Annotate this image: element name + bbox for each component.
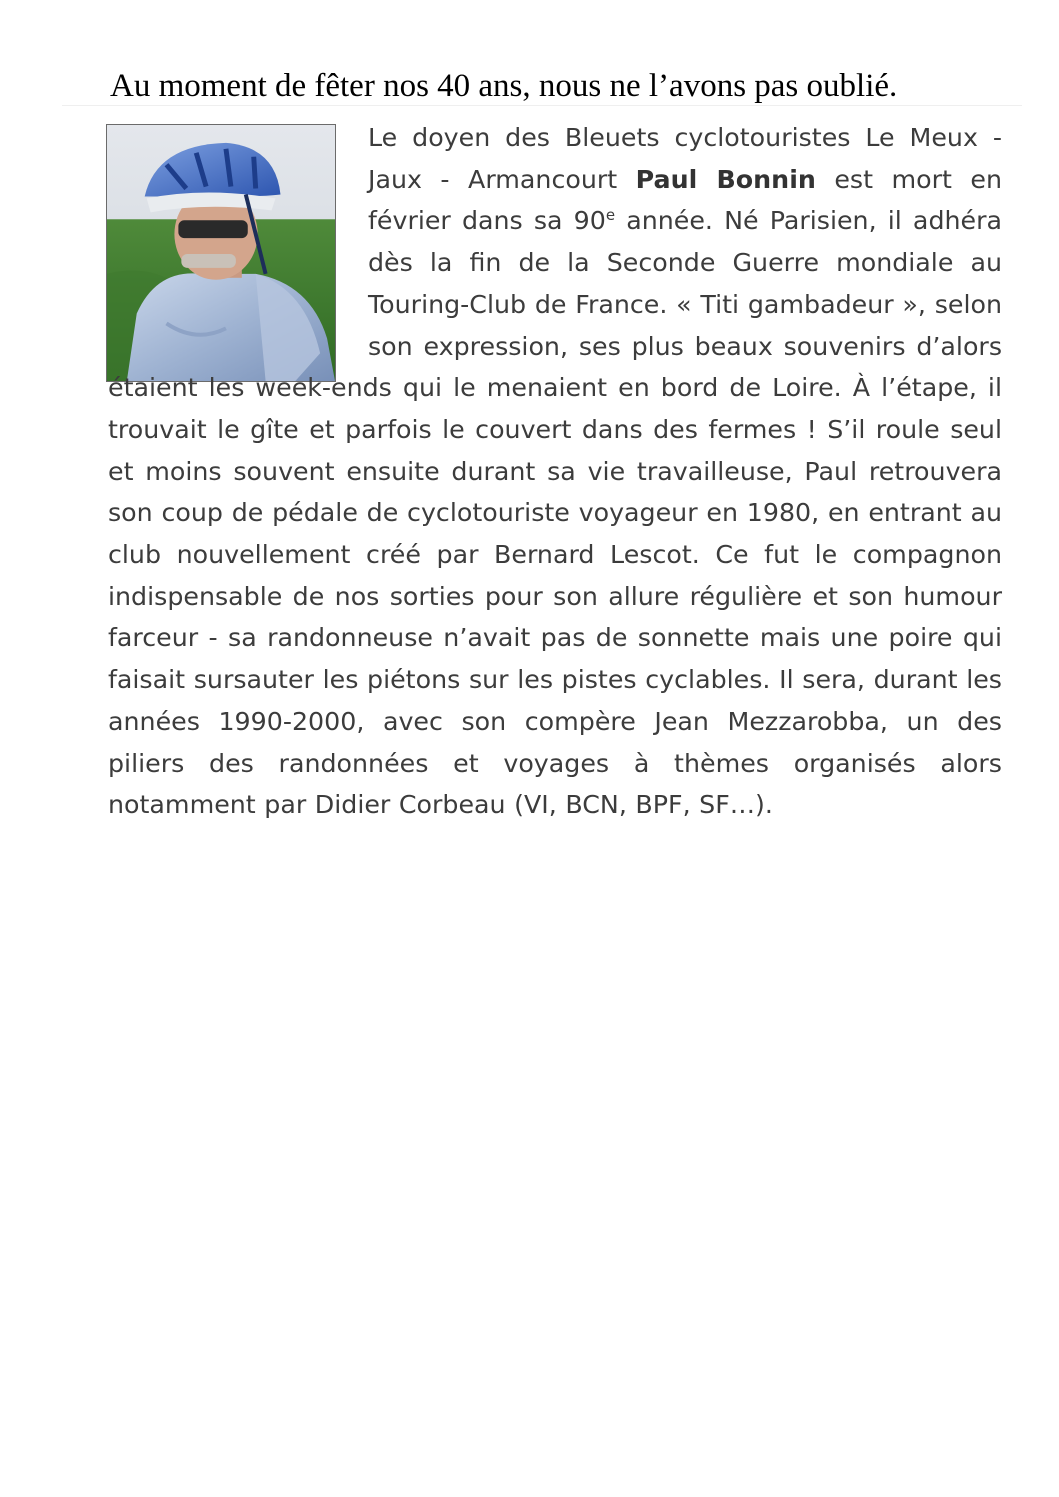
photo-wrap-space: [108, 117, 368, 367]
scan-divider: [62, 105, 1022, 106]
page-title: Au moment de fêter nos 40 ans, nous ne l’avons pas oublié.: [110, 68, 898, 104]
article-text-part3: année. Né Parisien, il adhéra dès la fin de la Seconde Guerre mondiale au Touring-Club de France. « Titi gambadeur », selon son expression, ses plus beaux souvenirs d’alors étaient les week-ends qui le menaient en bord de Loire. À l’étape, il trouvait le gîte et parfois le couvert dans des fermes ! S’il roule seul et moins souvent ensuite durant sa vie travailleuse, Paul retrouvera son coup de pédale de cyclotouriste voyageur en 1980, en entrant au club nouvellement créé par Bernard Lescot. Ce fut le compagnon indispensable de nos sorties pour son allure régulière et son humour farceur - sa randonneuse n’avait pas de sonnette mais une poire qui faisait sursauter les piétons sur les pistes cyclables. Il sera, durant les années 1990-2000, avec son compère Jean Mezzarobba, un des piliers des randonnées et voyages à thèmes organisés alors notamment par Didier Corbeau (VI, BCN, BPF, SF…).: [108, 206, 1002, 820]
article-intro: Le doyen des Bleuets cyclotouristes Le Meux - Jaux - Armancourt: [368, 123, 1002, 194]
article-body: [108, 117, 1002, 826]
person-name: Paul Bonnin: [635, 164, 816, 194]
article-text-part2: est mort en février dans sa 90: [368, 164, 1002, 236]
ordinal-suffix: e: [605, 206, 616, 225]
